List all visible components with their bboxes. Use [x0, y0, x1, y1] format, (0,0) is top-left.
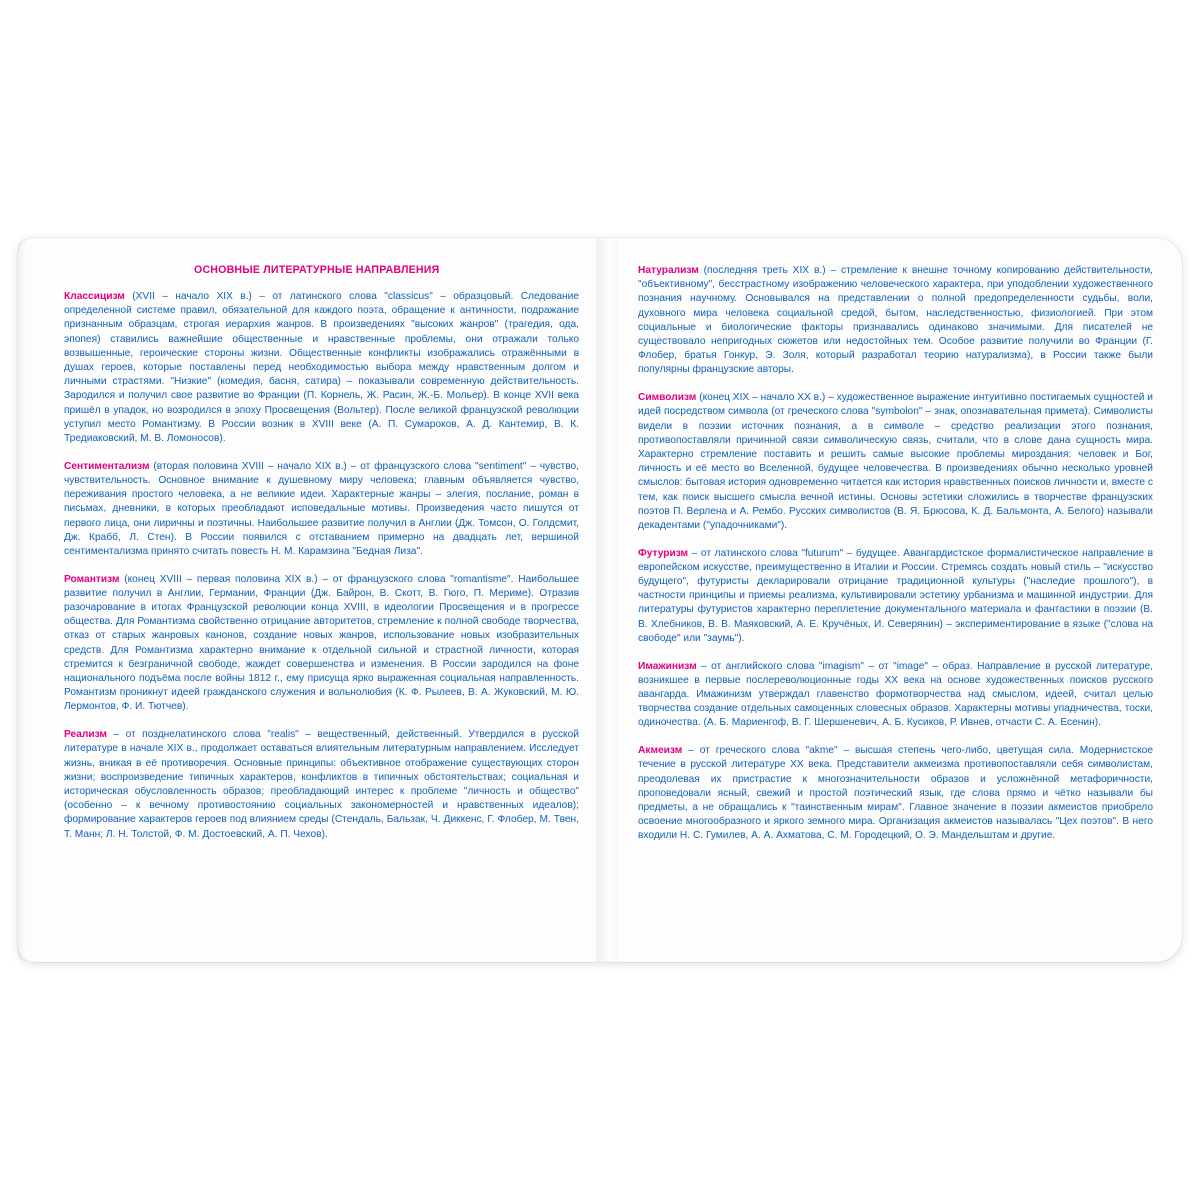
center-fold [596, 238, 618, 962]
entry-text: – от английского слова "imagism" – от "image" – образ. Направление в русской литературе, возникшее в первые послереволюционные годы XX века на основе художественных поисков русского авангарда. Имажинизм утверждал главенство формотворчества над смыслом, идеей, считал целью творчества создание отдельных самоценных словесных образов. Характерны мотивы упадничества, тоски, одиночества. (А. Б. Мариенгоф, В. Г. Шершеневич, А. Б. Кусиков, Р. Ивнев, отчасти С. А. Есенин). [638, 660, 1153, 729]
entry-term: Классицизм [64, 291, 125, 302]
entry-text: (вторая половина XVIII – начало XIX в.) – от французского слова "sentiment" – чувство, чувствительность. Основное внимание к душевному миру человека; главным объявляется чувство, переживания простого человека, а не великие идеи. Характерные жанры – элегия, послание, роман в письмах, дневники, в которых преобладают исповедальные мотивы. Произведения часто пишутся от первого лица, они лиричны и поэтичны. Наибольшее развитие получил в Англии (Дж. Томсон, О. Голдсмит, Дж. Крабб, Л. Стен). В России появился с отставанием примерно на двадцать лет, вершиной сентиментализма принято считать повесть Н. М. Карамзина "Бедная Лиза". [64, 460, 579, 557]
entry-realism [64, 728, 579, 842]
left-page-edge [18, 238, 26, 962]
entry-futurism [638, 547, 1153, 646]
entry-acmeism [638, 744, 1153, 843]
entry-term: Акмеизм [638, 745, 683, 757]
entry-term: Сентиментализм [64, 460, 150, 472]
entry-text: (конец XIX – начало XX в.) – художественное выражение интуитивно постигаемых сущностей и идей посредством символа (от греческого слова "symbolon" – знак, опознавательная примета). Символисты видели в поэзии источник познания, а в символе – средство реализации этого познания, противопоставляли причинной связи символическую связь, считали, что в слове дана сущность мира. Характерно стремление поставить и решить самые высокие проблемы мироздания: человек и Бог, личность и её место во Вселенной, будущее человечества. В произведениях обычно несколько уровней смыслов: бытовая история одновременно читается как история нравственных поисков личности и, вместе с тем, как поиск высшего смысла вечной истины. Основы эстетики сложились в творчестве французских поэтов П. Верлена и А. Рембо. Русских символистов (В. Я. Брюсова, К. Д. Бальмонта, А. Белого) называли декадентами ("упадочниками"). [638, 392, 1153, 531]
entry-text: – от позднелатинского слова "realis" – вещественный, действенный. Утвердился в русской литературе в начале XIX в., продолжает оставаться влиятельным литературным направлением. Исследует жизнь, вникая в её противоречия. Основные принципы: объективное отображение существующих сторон жизни; воспроизведение типичных характеров, конфликтов в типичных обстоятельствах; социальная и историческая обусловленность образов; преобладающий интерес к проблеме "личность и общество" (особенно – к вечному противостоянию социальных закономерностей и нравственных идеалов); формирование характеров героев под влиянием среды (Стендаль, Бальзак, Ч. Диккенс, Г. Флобер, М. Твен, Т. Манн; Л. Н. Толстой, Ф. М. Достоевский, А. П. Чехов). [64, 729, 579, 840]
entry-term: Имажинизм [638, 660, 697, 672]
entry-text: – от латинского слова "futurum" – будущее. Авангардистское формалистическое направление в европейском искусстве, преимущественно в Италии и России. Стремясь создать новый стиль – "искусство будущего", футуристы декларировали отрицание традиционной культуры ("наследие прошлого"), в частности принципы и приемы реализма, культивировали эстетику урбанизма и машинной индустрии. Для литературы футуристов характерно переплетение документального материала и фантастики в поэзии (В. В. Хлебников, В. В. Маяковский, А. Е. Кручёных, И. Северянин) – экспериментирование в языке ("слова на свободе" или "заумь"). [638, 547, 1153, 644]
right-page-column [638, 264, 1153, 857]
entry-term: Реализм [64, 729, 107, 741]
entry-naturalism [638, 264, 1153, 378]
entry-term: Натурализм [638, 265, 699, 276]
entry-romanticism [64, 573, 579, 715]
entry-term: Футуризм [638, 547, 689, 559]
entry-sentimentalism [64, 460, 579, 559]
entry-classicism [64, 290, 579, 446]
entry-text: (последняя треть XIX в.) – стремление к внешне точному копированию действительности, "объективному", бесстрастному изображению человеческого характера, при уподоблении художественного познания научному. Основывался на представлении о полной предопределенности судьбы, воли, духовного мира человека социальной средой, бытом, наследственностью, физиологией. При этом социальные и биологические факторы признавались одинаково значимыми. Для писателей не существовало непригодных сюжетов или недостойных тем. Особое развитие получили во Франции (Г. Флобер, братья Гонкур, Э. Золя, который разработал теорию натурализма), в России также были популярны французские авторы. [638, 265, 1153, 376]
entry-term: Символизм [638, 392, 697, 404]
entry-text: (XVII – начало XIX в.) – от латинского слова "classicus" – образцовый. Следование определенной системе правил, обязательной для каждого поэта, обращение к античности, подражание признанным образцам, строгая иерархия жанров. В произведениях "высоких жанров" (трагедия, ода, эпопея) ставились важнейшие общественные и нравственные проблемы, они отражали только возвышенные, героические стороны жизни. Общественные конфликты изображались отражёнными в душах героев, которые поставлены перед необходимостью выбора между нравственным долгом и личными страстями. "Низкие" (комедия, басня, сатира) – показывали современную действительность. Зародился и получил свое развитие во Франции (П. Корнель, Ж. Расин, Ж.-Б. Мольер). В конце XVII века пришёл в упадок, но возродился в эпоху Просвещения (Вольтер). После великой французской революции уступил место Романтизму. В России возник в XVIII веке (А. П. Сумароков, А. Д. Кантемир, В. К. Тредиаковский, М. В. Ломоносов). [64, 291, 579, 445]
entry-text: – от греческого слова "akme" – высшая степень чего-либо, цветущая сила. Модернистское течение в русской литературе XX века. Представители акмеизма противопоставляли себя символистам, преодолевая их пристрастие к многозначительности образов и усложнённой метафоричности, проповедовали ясный, свежий и простой поэтический язык, где слова прямо и чётко называли бы предметы, а не обращались к "таинственным мирам". Главное значение в поэзии акмеистов приобрело освоение многообразного и яркого земного мира. Организация акмеистов называлась "Цех поэтов". В него входили Н. С. Гумилев, А. А. Ахматова, С. М. Городецкий, О. Э. Мандельштам и другие. [638, 745, 1153, 842]
notebook-spread [18, 238, 1182, 962]
entry-symbolism [638, 391, 1153, 533]
page-title: ОСНОВНЫЕ ЛИТЕРАТУРНЫЕ НАПРАВЛЕНИЯ [194, 264, 440, 276]
entry-text: (конец XVIII – первая половина XIX в.) – от французского слова "romantisme". Наибольшее развитие получил в Англии, Германии, Франции (Дж. Байрон, В. Скотт, В. Гюго, П. Мериме). Отразив разочарование в итогах Французской революции конца XVIII, в идеологии Просвещения и в прогрессе общества. Для Романтизма свойственно отрицание авторитетов, стремление к полной свободе творчества, отказ от старых жанровых канонов, создание новых жанров, использование новых изобразительных средств. Для Романтизма характерно внимание к отдельной сильной и страстной личности, которая стремится к безграничной свободе, жаждет совершенства и изменения. В России зародился на фоне национального подъёма после войны 1812 г., ему присуща ярко выраженная социальная направленность. Романтизм проникнут идеей гражданского служения и вольнолюбия (К. Ф. Рылеев, В. А. Жуковский, М. Ю. Лермонтов, Ф. И. Тютчев). [64, 573, 579, 713]
entry-term: Романтизм [64, 573, 120, 585]
left-page-column [64, 264, 579, 855]
entry-imaginism [638, 660, 1153, 731]
